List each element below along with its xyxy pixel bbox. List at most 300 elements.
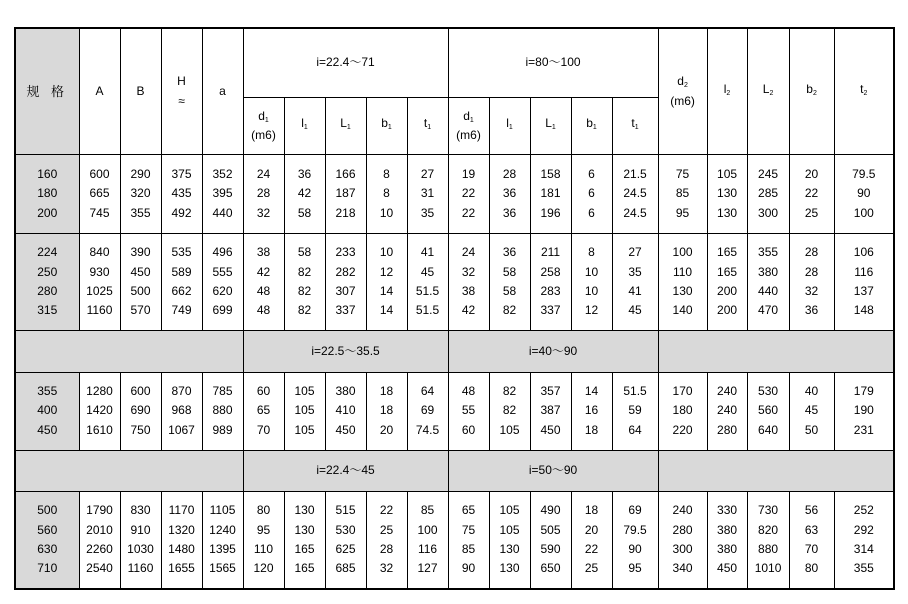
cell-value: 130 (717, 205, 738, 220)
cell-value: 1565 (209, 561, 236, 576)
cell-value: 170 (672, 384, 693, 399)
cell-value: 6 (588, 205, 595, 220)
cell-value: 63 (804, 522, 819, 537)
data-group-row (15, 233, 894, 330)
header-H-label: H (177, 74, 186, 89)
value-cell (202, 491, 243, 589)
cell-value: 48 (461, 384, 476, 399)
cell-value: 90 (461, 561, 476, 576)
cell-value: 22 (584, 541, 599, 556)
value-cell (366, 491, 407, 589)
cell-value: 1420 (86, 403, 113, 418)
cell-value: 42 (256, 264, 271, 279)
data-group-row (15, 372, 894, 450)
header-L2-letter: L (762, 81, 770, 96)
cell-value: 2010 (86, 522, 113, 537)
cell-value: 880 (212, 403, 233, 418)
cell-value: 555 (212, 264, 233, 279)
header-t1-b (612, 97, 658, 154)
value-cell (243, 372, 284, 450)
cell-value: 60 (256, 384, 271, 399)
header-l2-letter: l (723, 81, 727, 96)
cell-value: 1320 (168, 522, 195, 537)
cell-value: 870 (171, 384, 192, 399)
cell-value: 1067 (168, 422, 195, 437)
value-cell (79, 155, 120, 234)
range-label-1: i=22.4～45 (243, 450, 448, 491)
value-cell (284, 233, 325, 330)
value-cell (658, 491, 707, 589)
value-cell (79, 233, 120, 330)
header-L2 (747, 28, 789, 155)
value-cell (161, 491, 202, 589)
cell-value: 600 (130, 384, 151, 399)
value-cell (612, 491, 658, 589)
cell-value: 28 (379, 541, 394, 556)
cell-value: 116 (417, 541, 438, 556)
cell-value: 24.5 (623, 205, 647, 220)
value-cell (789, 491, 834, 589)
header-t1-b-sub: 1 (634, 124, 639, 132)
cell-value: 165 (294, 561, 315, 576)
header-t1-a (407, 97, 448, 154)
value-cell (120, 155, 161, 234)
value-cell (834, 155, 894, 234)
cell-value: 2540 (86, 561, 113, 576)
cell-value: 180 (672, 403, 693, 418)
cell-value: 10 (379, 205, 394, 220)
value-cell (284, 491, 325, 589)
cell-value: 82 (297, 264, 312, 279)
cell-value: 158 (540, 166, 561, 181)
cell-value: 505 (540, 522, 561, 537)
header-l1-b-letter: l (506, 116, 509, 131)
spec-value: 710 (37, 561, 58, 576)
cell-value: 650 (540, 561, 561, 576)
cell-value: 330 (717, 503, 738, 518)
spec-value: 180 (37, 186, 58, 201)
range-row-blank-right (658, 450, 894, 491)
cell-value: 1025 (86, 284, 113, 299)
value-cell (747, 372, 789, 450)
cell-value: 82 (297, 303, 312, 318)
cell-value: 31 (420, 186, 435, 201)
header-range-1: i=22.4～71 (243, 28, 448, 97)
cell-value: 28 (256, 186, 271, 201)
range-label-2: i=50～90 (448, 450, 658, 491)
header-spec: 规 格 (15, 28, 79, 155)
spec-value: 280 (37, 284, 58, 299)
cell-value: 283 (540, 284, 561, 299)
cell-value: 535 (171, 245, 192, 260)
cell-value: 280 (672, 522, 693, 537)
cell-value: 58 (297, 205, 312, 220)
spec-cell (15, 233, 79, 330)
header-b1-b-sub: 1 (592, 124, 597, 132)
cell-value: 38 (256, 245, 271, 260)
cell-value: 21.5 (623, 166, 647, 181)
range-row-3 (15, 450, 894, 491)
cell-value: 18 (584, 422, 599, 437)
value-cell (243, 491, 284, 589)
cell-value: 6 (588, 166, 595, 181)
value-cell (407, 233, 448, 330)
cell-value: 352 (212, 166, 233, 181)
value-cell (284, 155, 325, 234)
value-cell (325, 491, 366, 589)
value-cell (448, 155, 489, 234)
range-label-1: i=22.5～35.5 (243, 331, 448, 372)
cell-value: 1790 (86, 503, 113, 518)
header-b2-sub: 2 (812, 89, 817, 97)
cell-value: 36 (502, 205, 517, 220)
cell-value: 25 (804, 205, 819, 220)
cell-value: 355 (130, 205, 151, 220)
header-d2-letter: d (677, 74, 684, 89)
cell-value: 105 (294, 384, 315, 399)
cell-value: 42 (461, 303, 476, 318)
value-cell (789, 372, 834, 450)
value-cell (120, 491, 161, 589)
spec-cell (15, 372, 79, 450)
cell-value: 910 (130, 522, 151, 537)
cell-value: 58 (297, 245, 312, 260)
value-cell (489, 372, 530, 450)
cell-value: 69 (628, 503, 642, 518)
value-cell (79, 372, 120, 450)
cell-value: 127 (417, 561, 438, 576)
header-t2-sub: 2 (863, 89, 868, 97)
value-cell (571, 155, 612, 234)
cell-value: 340 (672, 561, 693, 576)
cell-value: 515 (335, 503, 356, 518)
value-cell (834, 491, 894, 589)
header-b2-letter: b (806, 81, 813, 96)
cell-value: 110 (253, 541, 274, 556)
cell-value: 25 (584, 561, 599, 576)
cell-value: 130 (672, 284, 693, 299)
value-cell (789, 233, 834, 330)
cell-value: 140 (672, 303, 693, 318)
cell-value: 82 (297, 284, 312, 299)
cell-value: 36 (502, 245, 517, 260)
cell-value: 45 (420, 264, 435, 279)
cell-value: 166 (335, 166, 356, 181)
cell-value: 320 (130, 186, 151, 201)
cell-value: 28 (804, 245, 819, 260)
cell-value: 110 (672, 264, 693, 279)
cell-value: 75 (675, 166, 690, 181)
value-cell (612, 233, 658, 330)
value-cell (366, 372, 407, 450)
cell-value: 14 (379, 303, 394, 318)
value-cell (120, 372, 161, 450)
cell-value: 82 (502, 303, 517, 318)
cell-value: 24.5 (623, 186, 647, 201)
cell-value: 179 (853, 384, 874, 399)
cell-value: 785 (212, 384, 233, 399)
cell-value: 620 (212, 284, 233, 299)
cell-value: 22 (461, 186, 476, 201)
cell-value: 105 (499, 522, 520, 537)
header-t2 (834, 28, 894, 155)
value-cell (489, 491, 530, 589)
cell-value: 80 (256, 503, 271, 518)
header-L1-b (530, 97, 571, 154)
cell-value: 56 (804, 503, 819, 518)
cell-value: 41 (628, 284, 642, 299)
spec-value: 500 (37, 503, 58, 518)
cell-value: 148 (853, 303, 874, 318)
header-d1-a-m6: (m6) (251, 127, 276, 142)
value-cell (325, 372, 366, 450)
spec-value: 400 (37, 403, 58, 418)
cell-value: 19 (461, 166, 476, 181)
cell-value: 8 (588, 245, 595, 260)
cell-value: 1240 (209, 522, 236, 537)
cell-value: 45 (804, 403, 819, 418)
header-L1-a-letter: L (340, 116, 347, 131)
cell-value: 51.5 (415, 303, 440, 318)
cell-value: 1280 (86, 384, 113, 399)
cell-value: 75 (461, 522, 476, 537)
cell-value: 105 (499, 422, 520, 437)
cell-value: 50 (804, 422, 819, 437)
cell-value: 25 (379, 522, 394, 537)
cell-value: 74.5 (415, 422, 440, 437)
spec-value: 224 (37, 245, 58, 260)
cell-value: 450 (540, 422, 561, 437)
cell-value: 300 (758, 205, 779, 220)
spec-value: 160 (37, 166, 58, 181)
cell-value: 69 (420, 403, 435, 418)
value-cell (243, 233, 284, 330)
cell-value: 105 (294, 403, 315, 418)
value-cell (448, 233, 489, 330)
cell-value: 116 (854, 264, 874, 279)
cell-value: 470 (758, 303, 779, 318)
header-b1-a (366, 97, 407, 154)
cell-value: 16 (584, 403, 599, 418)
range-row-blank-right (658, 331, 894, 372)
cell-value: 300 (672, 541, 693, 556)
header-d1-b-letter: d (463, 108, 470, 123)
value-cell (658, 155, 707, 234)
cell-value: 640 (758, 422, 779, 437)
cell-value: 80 (804, 561, 819, 576)
value-cell (202, 155, 243, 234)
cell-value: 1655 (168, 561, 195, 576)
cell-value: 95 (675, 205, 690, 220)
cell-value: 570 (130, 303, 151, 318)
header-d1-a-sub: 1 (264, 116, 269, 124)
header-b1-b-letter: b (586, 116, 593, 131)
value-cell (834, 372, 894, 450)
cell-value: 589 (171, 264, 192, 279)
spec-value: 250 (37, 264, 58, 279)
value-cell (407, 491, 448, 589)
range-label-2: i=40～90 (448, 331, 658, 372)
cell-value: 590 (540, 541, 561, 556)
cell-value: 8 (383, 186, 390, 201)
cell-value: 1010 (754, 561, 782, 576)
header-d1-b-m6: (m6) (456, 127, 481, 142)
value-cell (530, 155, 571, 234)
cell-value: 14 (584, 384, 599, 399)
header-d2-m6: (m6) (670, 93, 695, 108)
cell-value: 48 (256, 303, 271, 318)
cell-value: 58 (502, 284, 517, 299)
cell-value: 100 (417, 522, 438, 537)
header-row-1 (15, 28, 894, 97)
cell-value: 337 (335, 303, 356, 318)
value-cell (284, 372, 325, 450)
value-cell (707, 372, 747, 450)
header-l2-sub: 2 (726, 89, 731, 97)
cell-value: 1170 (168, 503, 195, 518)
cell-value: 12 (379, 264, 394, 279)
cell-value: 18 (584, 503, 599, 518)
cell-value: 989 (212, 422, 233, 437)
spec-value: 630 (37, 541, 58, 556)
cell-value: 105 (499, 503, 520, 518)
cell-value: 218 (335, 205, 356, 220)
cell-value: 64 (628, 422, 642, 437)
cell-value: 830 (130, 503, 151, 518)
range-row-2 (15, 331, 894, 372)
value-cell (366, 155, 407, 234)
cell-value: 285 (758, 186, 779, 201)
cell-value: 1160 (127, 561, 154, 576)
cell-value: 2260 (86, 541, 113, 556)
cell-value: 137 (853, 284, 874, 299)
cell-value: 1030 (127, 541, 154, 556)
cell-value: 187 (335, 186, 356, 201)
range-row-blank-left (15, 331, 243, 372)
cell-value: 32 (379, 561, 394, 576)
value-cell (747, 233, 789, 330)
cell-value: 280 (717, 422, 738, 437)
cell-value: 165 (294, 541, 315, 556)
value-cell (366, 233, 407, 330)
cell-value: 10 (379, 245, 394, 260)
cell-value: 70 (804, 541, 819, 556)
header-L1-b-sub: 1 (551, 124, 556, 132)
cell-value: 211 (540, 245, 561, 260)
value-cell (161, 155, 202, 234)
header-t2-letter: t (860, 81, 864, 96)
cell-value: 100 (672, 245, 693, 260)
cell-value: 65 (461, 503, 476, 518)
cell-value: 600 (89, 166, 110, 181)
cell-value: 20 (379, 422, 394, 437)
cell-value: 530 (335, 522, 356, 537)
cell-value: 1160 (86, 303, 113, 318)
cell-value: 48 (256, 284, 271, 299)
header-b2 (789, 28, 834, 155)
cell-value: 1395 (209, 541, 236, 556)
cell-value: 65 (256, 403, 271, 418)
cell-value: 685 (335, 561, 356, 576)
header-l1-a (284, 97, 325, 154)
header-t1-b-letter: t (631, 116, 635, 131)
reducer-dimension-table (14, 27, 895, 590)
header-d1-a-letter: d (258, 108, 265, 123)
cell-value: 130 (499, 541, 520, 556)
value-cell (243, 155, 284, 234)
cell-value: 375 (171, 166, 192, 181)
cell-value: 1610 (86, 422, 113, 437)
cell-value: 231 (853, 422, 874, 437)
cell-value: 32 (256, 205, 271, 220)
cell-value: 36 (804, 303, 819, 318)
value-cell (612, 372, 658, 450)
cell-value: 85 (461, 541, 476, 556)
cell-value: 625 (335, 541, 356, 556)
cell-value: 35 (420, 205, 435, 220)
cell-value: 100 (853, 205, 874, 220)
cell-value: 70 (256, 422, 271, 437)
value-cell (571, 372, 612, 450)
cell-value: 440 (212, 205, 233, 220)
cell-value: 380 (758, 264, 779, 279)
value-cell (325, 233, 366, 330)
header-t1-a-sub: 1 (427, 124, 432, 132)
cell-value: 10 (584, 284, 599, 299)
header-L1-a-sub: 1 (346, 124, 351, 132)
cell-value: 105 (294, 422, 315, 437)
data-group-row (15, 155, 894, 234)
cell-value: 35 (628, 264, 642, 279)
cell-value: 530 (758, 384, 779, 399)
header-L1-a (325, 97, 366, 154)
value-cell (530, 491, 571, 589)
cell-value: 130 (294, 522, 315, 537)
cell-value: 190 (853, 403, 874, 418)
cell-value: 40 (804, 384, 819, 399)
spec-cell (15, 155, 79, 234)
header-t1-a-letter: t (423, 116, 428, 131)
value-cell (325, 155, 366, 234)
cell-value: 968 (171, 403, 192, 418)
header-a: a (202, 28, 243, 155)
cell-value: 79.5 (852, 166, 876, 181)
cell-value: 32 (461, 264, 476, 279)
cell-value: 233 (335, 245, 356, 260)
cell-value: 435 (171, 186, 192, 201)
cell-value: 10 (584, 264, 599, 279)
cell-value: 45 (628, 303, 642, 318)
cell-value: 22 (461, 205, 476, 220)
cell-value: 85 (420, 503, 435, 518)
cell-value: 820 (758, 522, 779, 537)
cell-value: 699 (212, 303, 233, 318)
value-cell (747, 155, 789, 234)
cell-value: 450 (130, 264, 151, 279)
value-cell (407, 155, 448, 234)
cell-value: 496 (212, 245, 233, 260)
cell-value: 24 (256, 166, 271, 181)
value-cell (161, 233, 202, 330)
cell-value: 165 (717, 245, 738, 260)
value-cell (448, 372, 489, 450)
value-cell (789, 155, 834, 234)
cell-value: 95 (256, 522, 271, 537)
cell-value: 14 (379, 284, 394, 299)
cell-value: 36 (502, 186, 517, 201)
cell-value: 28 (804, 264, 819, 279)
data-group-row (15, 491, 894, 589)
